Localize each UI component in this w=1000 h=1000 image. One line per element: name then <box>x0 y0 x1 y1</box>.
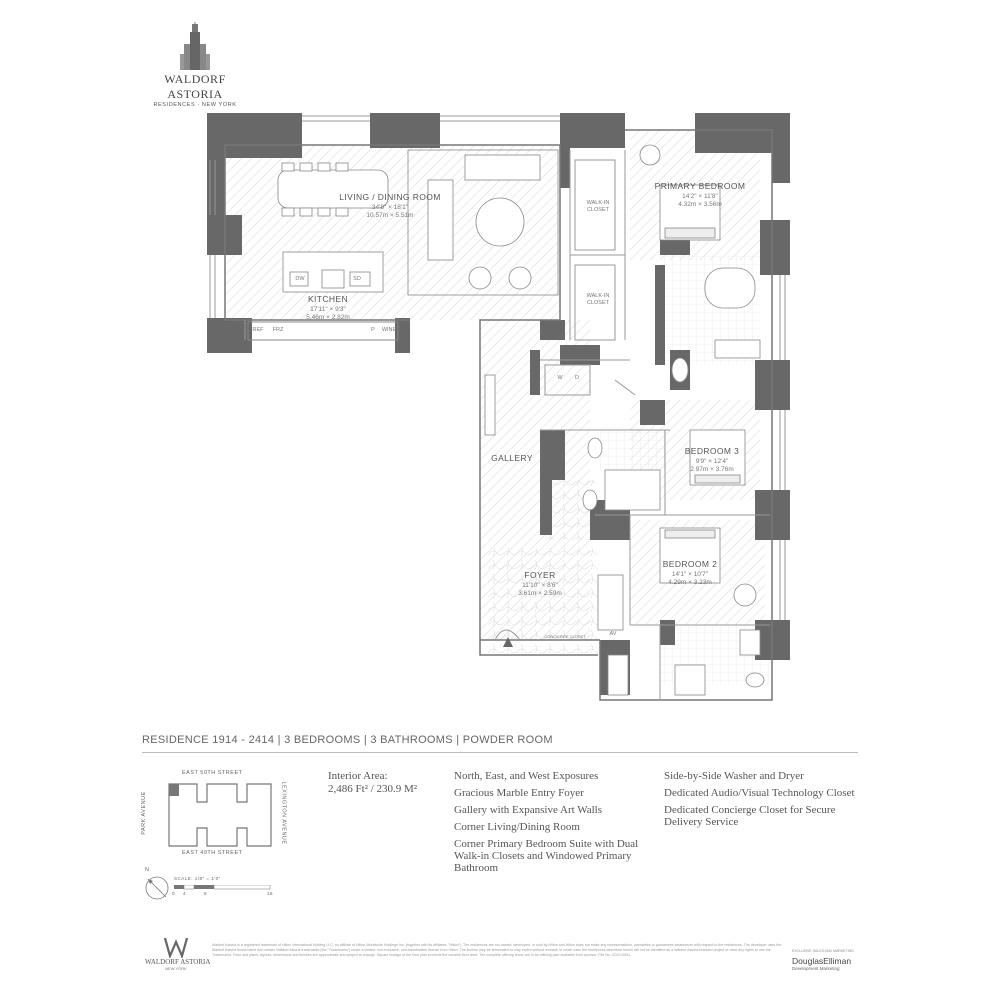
agency-sub: Development Marketing <box>792 966 840 971</box>
scale-bar <box>174 885 274 893</box>
label-dryer: D <box>575 375 579 381</box>
features-column-1 <box>454 770 644 879</box>
dim-foyer-metric: 3.61m × 2.59m <box>518 590 562 597</box>
exclusive-label: EXCLUSIVE SALES AND MARKETING <box>792 949 854 953</box>
label-walkin-1: WALK-IN CLOSET <box>586 200 610 213</box>
label-bedroom-2: BEDROOM 2 <box>662 559 718 569</box>
street-east: LEXINGTON AVENUE <box>280 781 287 845</box>
footer-logo-sub: NEW YORK <box>165 966 187 971</box>
label-bedroom-3: BEDROOM 3 <box>684 446 740 456</box>
feature-item: Corner Living/Dining Room <box>454 821 580 833</box>
feature-item: Gracious Marble Entry Foyer <box>454 787 584 799</box>
dim-bed3-metric: 2.97m × 3.76m <box>690 466 734 473</box>
label-gallery: GALLERY <box>491 453 533 463</box>
scale-label: SCALE: 1/8" = 1'0" <box>174 876 221 881</box>
dim-living-metric: 10.57m × 5.51m <box>366 212 414 219</box>
residence-title: RESIDENCE 1914 - 2414 | 3 BEDROOMS | 3 BATHROOMS | POWDER ROOM <box>142 734 553 746</box>
dim-primary-metric: 4.32m × 3.56m <box>678 201 722 208</box>
label-washer: W <box>557 375 563 381</box>
label-ref: REF <box>252 327 264 333</box>
street-north: EAST 50TH STREET <box>182 770 243 776</box>
scale-tick-8: 8 <box>204 891 208 896</box>
label-av-closet: AV <box>609 631 617 637</box>
feature-item: Dedicated Concierge Closet for Secure Delivery Service <box>664 804 836 828</box>
street-west: PARK AVENUE <box>140 791 147 835</box>
label-wine: WINE <box>381 327 397 333</box>
agency-block <box>792 949 862 971</box>
area-label: Interior Area: <box>328 770 388 782</box>
footer-logo <box>145 936 211 971</box>
feature-item: Gallery with Expansive Art Walls <box>454 804 602 816</box>
divider <box>142 752 858 753</box>
features-column-2 <box>664 770 859 833</box>
label-pantry: P <box>371 327 375 333</box>
agency-name: DouglasElliman <box>792 956 852 966</box>
footer-logo-text: WALDORF ASTORIA <box>145 958 211 966</box>
compass-icon <box>142 873 172 903</box>
label-dw: DW <box>295 276 305 282</box>
brand-name: WALDORF ASTORIA <box>164 72 226 101</box>
scale-tick-4: 4 <box>183 891 187 896</box>
label-walkin-2: WALK-IN CLOSET <box>586 293 610 306</box>
scale-tick-0: 0 <box>172 891 176 896</box>
label-primary-bedroom: PRIMARY BEDROOM <box>654 181 746 191</box>
dim-living-imperial: 34'8" × 18'1" <box>371 204 409 211</box>
label-living-dining: LIVING / DINING ROOM <box>339 192 441 202</box>
compass-n: N <box>145 867 150 873</box>
label-frz: FRZ <box>272 327 284 333</box>
label-kitchen: KITCHEN <box>307 294 349 304</box>
street-south: EAST 49TH STREET <box>182 850 243 856</box>
feature-item: Corner Primary Bedroom Suite with Dual Walk-in Closets and Windowed Primary Bathroom <box>454 838 639 874</box>
wa-monogram-icon <box>164 936 188 958</box>
dim-foyer-imperial: 11'10" × 8'6" <box>522 582 558 589</box>
label-foyer: FOYER <box>524 570 556 580</box>
dim-bed2-imperial: 14'1" × 10'7" <box>671 571 709 578</box>
dim-kitchen-metric: 5.46m × 2.82m <box>306 314 350 321</box>
label-concierge-closet: CONCIERGE CLOSET <box>544 634 586 639</box>
building-footprint <box>167 782 277 848</box>
label-sd: SD <box>353 276 361 282</box>
feature-item: Side-by-Side Washer and Dryer <box>664 770 804 782</box>
feature-item: North, East, and West Exposures <box>454 770 599 782</box>
legal-disclaimer: Waldorf Astoria is a registered trademark of Hilton International Holding LLC, an affiliate of Hilton Worldwide Holdings Inc. (together with its affiliates, "Hilton"). The residences are not owned, developed, or sold by Hilton and Hilton does not make any representations, warranties or guarantees whatsoever with respect to the residences. The developer uses the Waldorf Astoria brand name and certain Waldorf Astoria trademarks (the "Trademarks") under a limited, non-exclusive, non-transferable license from Hilton. The license may be terminated or may expire without renewal, in which case the residences described herein will not be identified as a Waldorf Astoria branded project or have any rights to use the Trademarks. Floor and plans, layouts, dimensions and finishes are approximate and subject to change. Square footage of the floor plan exceeds the useable floor area. The complete offering terms are in an offering plan available from sponsor. File No. CD21-0001. <box>212 943 782 957</box>
dim-kitchen-imperial: 17'11" × 9'3" <box>310 306 346 313</box>
key-plan <box>142 768 307 933</box>
feature-item: Dedicated Audio/Visual Technology Closet <box>664 787 855 799</box>
scale-tick-16: 16 <box>267 891 274 896</box>
area-value: 2,486 Ft² / 230.9 M² <box>328 783 418 795</box>
dim-primary-imperial: 14'2" × 11'8" <box>682 193 718 200</box>
brand-subtitle: RESIDENCES · NEW YORK <box>153 102 237 108</box>
dim-bed3-imperial: 9'9" × 12'4" <box>695 458 729 465</box>
dim-bed2-metric: 4.29m × 3.23m <box>668 579 712 586</box>
